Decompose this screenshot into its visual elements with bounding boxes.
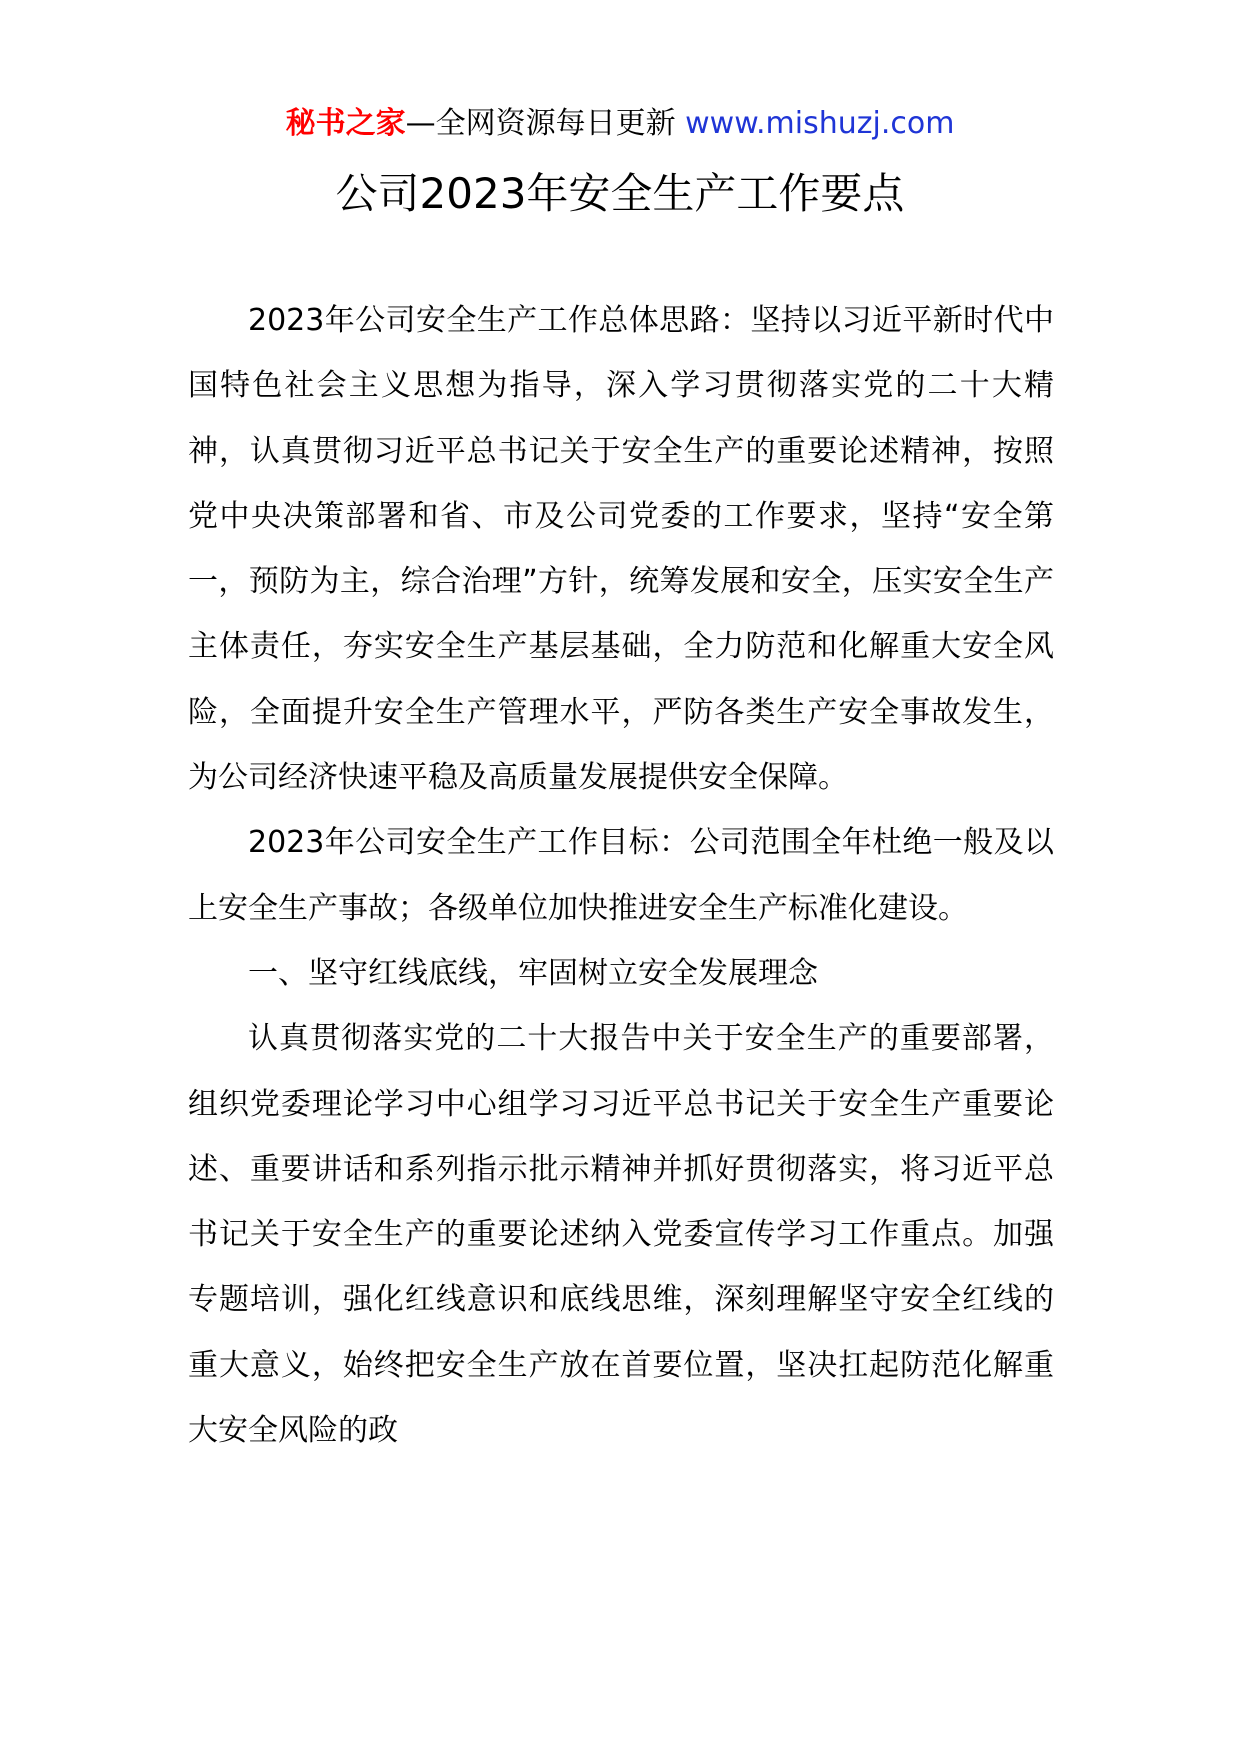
section-heading-1: 一、坚守红线底线，牢固树立安全发展理念	[248, 955, 818, 991]
paragraph-work-goals: 2023年公司安全生产工作目标：公司范围全年杜绝一般及以上安全生产事故；各级单位加快推进安全生产标准化建设。	[188, 825, 1054, 926]
section-1-paragraph: 认真贯彻落实党的二十大报告中关于安全生产的重要部署，组织党委理论学习中心组学习习近平总书记关于安全生产重要论述、重要讲话和系列指示批示精神并抓好贯彻落实，将习近平总书记关于安全生产的重要论述纳入党委宣传学习工作重点。加强专题培训，强化红线意识和底线思维，深刻理解坚守安全红线的重大意义，始终把安全生产放在首要位置，坚决扛起防范化解重大安全风险的政	[188, 1021, 1054, 1449]
document-title: 公司2023年安全生产工作要点	[335, 169, 905, 218]
site-header	[0, 100, 1240, 148]
site-url-link[interactable]: www.mishuzj.com	[685, 106, 955, 141]
header-slogan: —全网资源每日更新	[405, 106, 676, 141]
brand-name: 秘书之家	[285, 106, 406, 141]
paragraph-overall-approach: 2023年公司安全生产工作总体思路：坚持以习近平新时代中国特色社会主义思想为指导，深入学习贯彻落实党的二十大精神，认真贯彻习近平总书记关于安全生产的重要论述精神，按照党中央决策部署和省、市及公司党委的工作要求，坚持“安全第一，预防为主，综合治理”方针，统筹发展和安全，压实安全生产主体责任，夯实安全生产基层基础，全力防范和化解重大安全风险，全面提升安全生产管理水平，严防各类生产安全事故发生，为公司经济快速平稳及高质量发展提供安全保障。	[188, 303, 1054, 796]
document-body	[188, 288, 1054, 1463]
